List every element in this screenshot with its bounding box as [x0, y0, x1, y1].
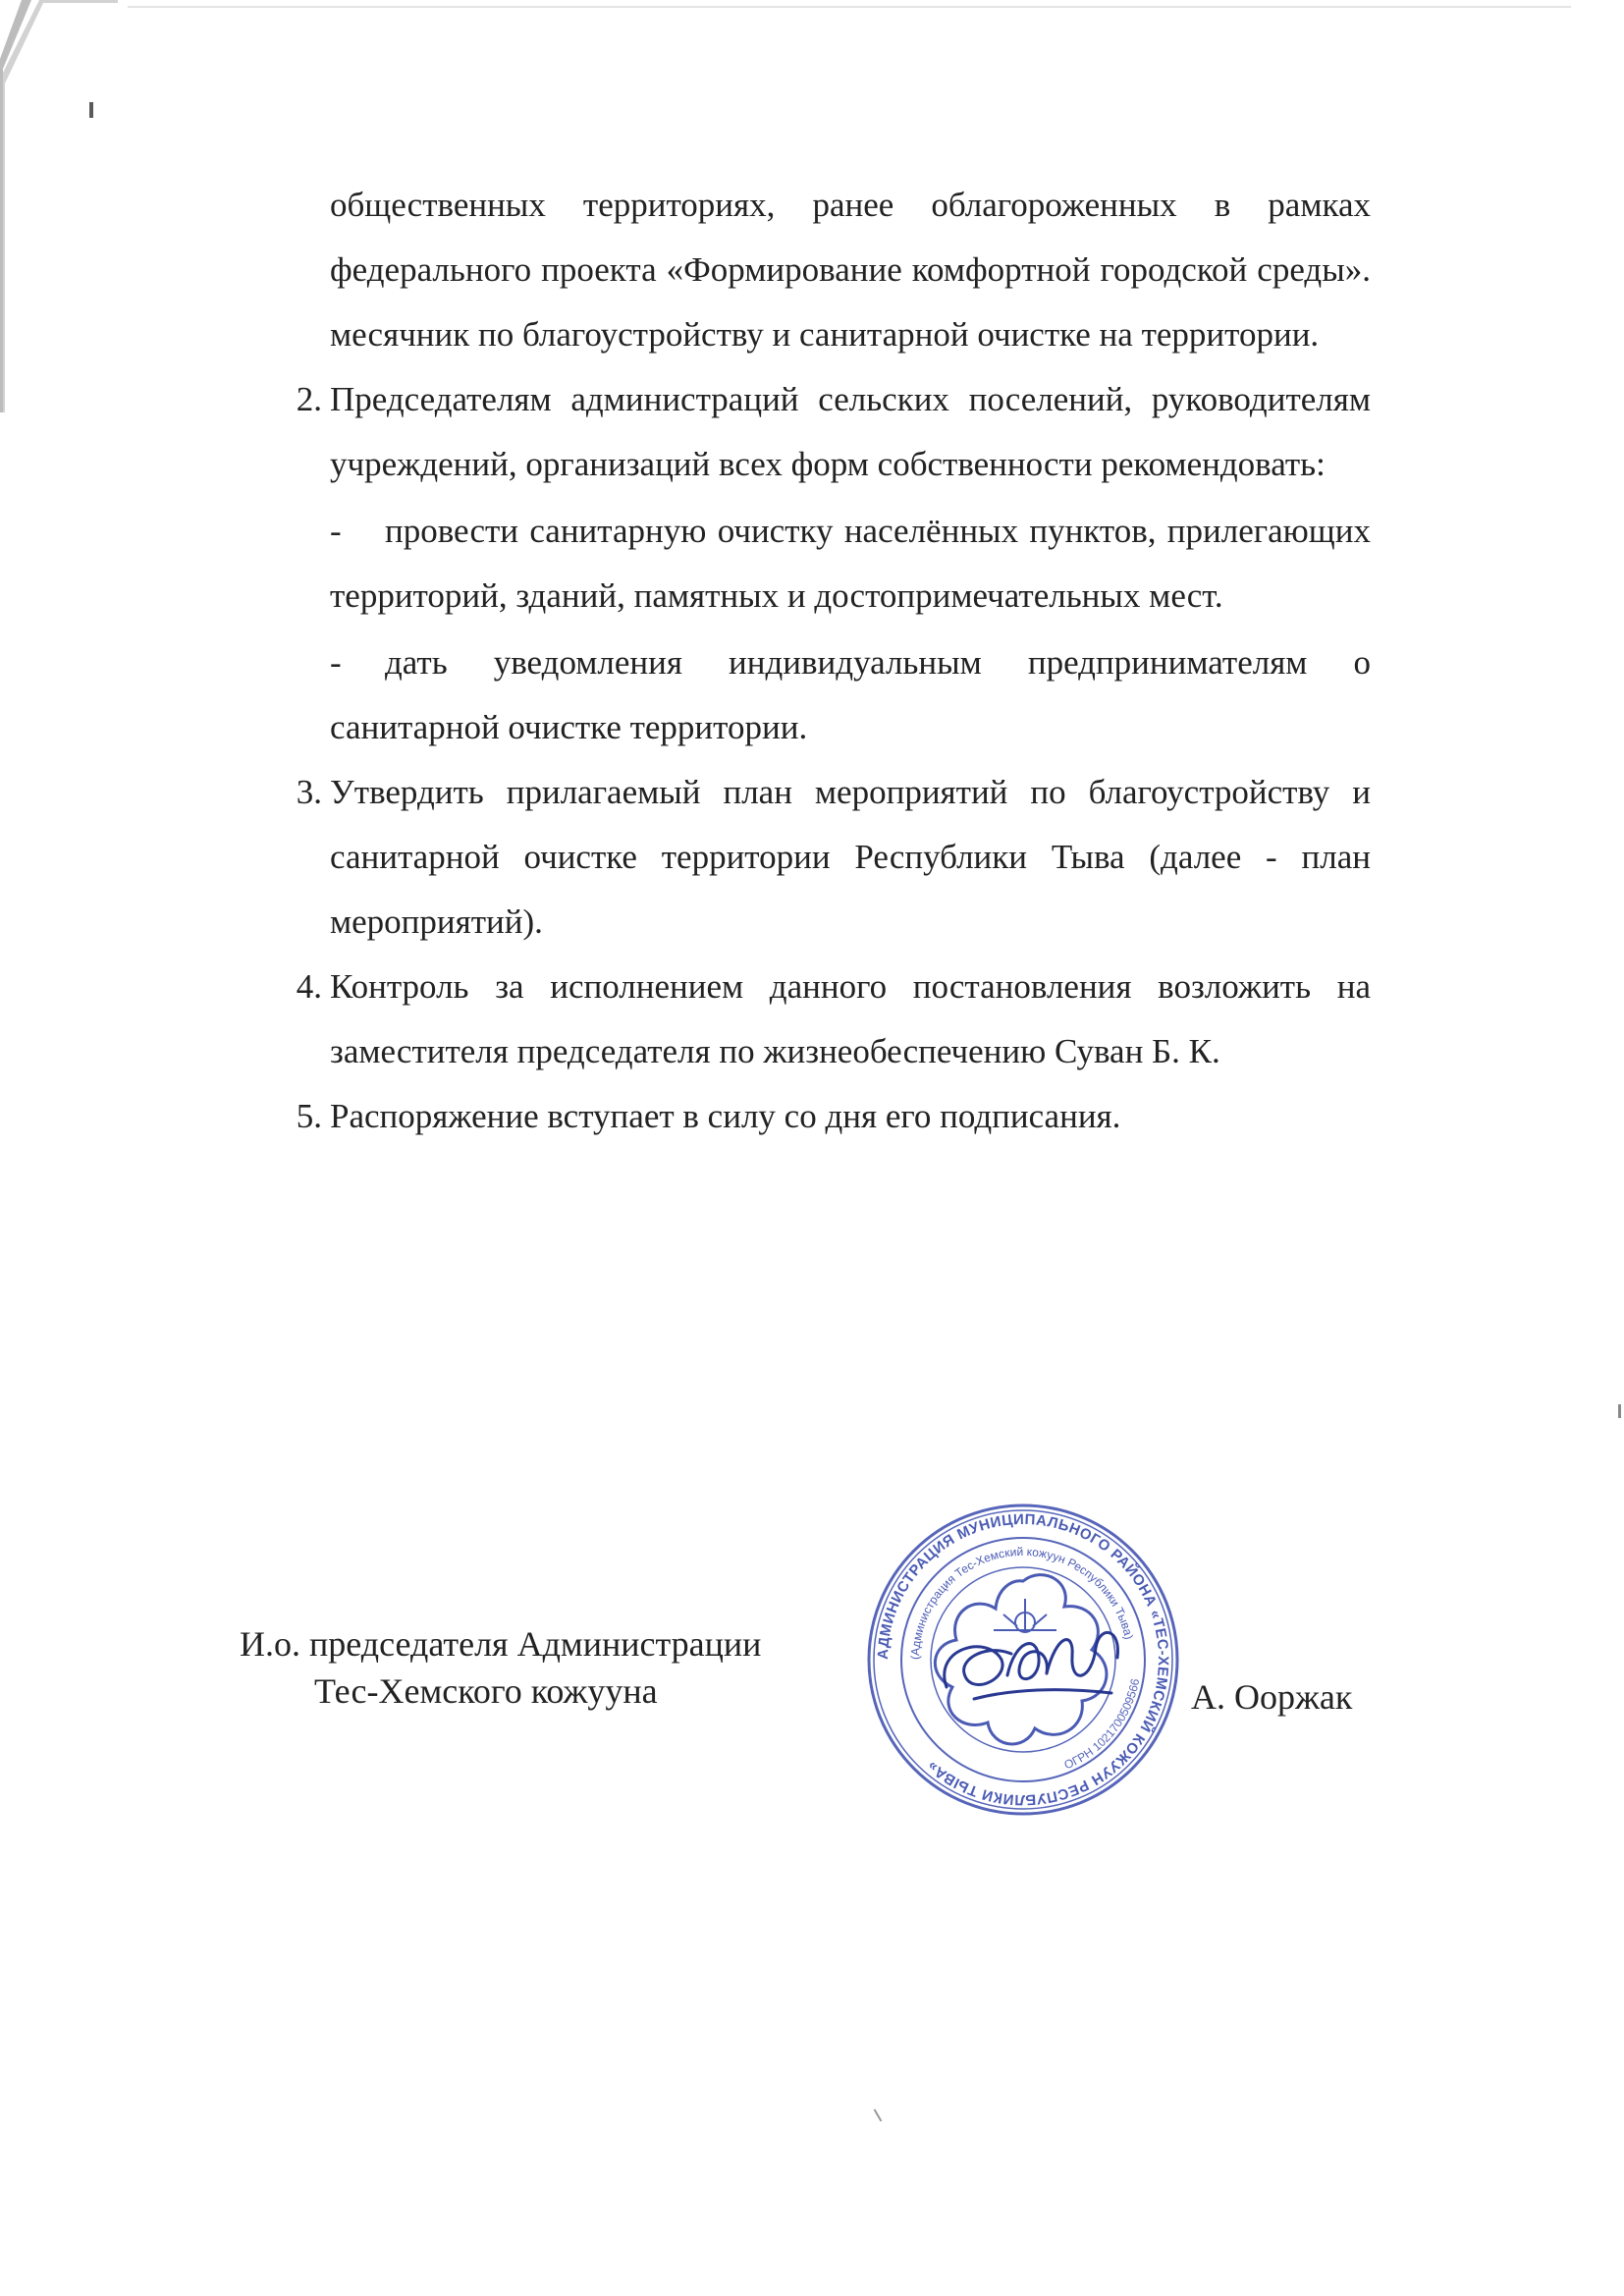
scan-speck	[1618, 1404, 1621, 1418]
seal-ogrn-text: ОГРН 1021700509566	[1061, 1677, 1143, 1773]
sub-item	[330, 630, 1371, 760]
signatory-title-line-1: И.о. председателя Администрации	[240, 1624, 762, 1664]
list-item-number: 2.	[296, 380, 322, 418]
list-item	[296, 760, 1371, 955]
sub-item-dash: -	[330, 512, 342, 550]
continuation-paragraph: общественных территориях, ранее облагороженных в рамках федерального проекта «Формирование комфортной городской среды». месячник по благоустройству и санитарной очистке на территории.	[330, 186, 1371, 354]
signatory-title-line-2: Тес-Хемского кожууна	[314, 1671, 658, 1711]
scan-top-edge	[128, 6, 1571, 8]
list-item-text: Распоряжение вступает в силу со дня его подписания.	[330, 1097, 1121, 1135]
sub-item	[330, 499, 1371, 629]
sub-item-dash: -	[330, 643, 342, 682]
list-item	[296, 955, 1371, 1084]
signatory-position	[240, 1620, 761, 1715]
sub-item-text: провести санитарную очистку населённых пунктов, прилегающих территорий, зданий, памятных и достопримечательных мест.	[330, 512, 1371, 615]
list-item	[296, 367, 1371, 760]
seal-inner-text: (Администрация Тес-Хемский кожуун Республики Тыва)	[907, 1544, 1136, 1661]
list-item-text: Председателям администраций сельских поселений, руководителям учреждений, организаций всех форм собственности рекомендовать:	[330, 380, 1371, 483]
sub-item-text: дать уведомления индивидуальным предпринимателям о санитарной очистке территории.	[330, 643, 1371, 746]
official-seal	[864, 1501, 1182, 1819]
list-item-number: 3.	[296, 773, 322, 811]
list-item-text: Контроль за исполнением данного постановления возложить на заместителя председателя по жизнеобеспечению Суван Б. К.	[330, 967, 1371, 1070]
signatory-name: А. Ооржак	[1191, 1677, 1353, 1717]
list-item-text: Утвердить прилагаемый план мероприятий по благоустройству и санитарной очистке территории Республики Тыва (далее - план мероприятий).	[330, 773, 1371, 941]
scan-speck	[874, 2108, 883, 2121]
list-item-number: 5.	[296, 1097, 322, 1135]
scan-left-edge-shadow	[0, 0, 118, 412]
list-item	[296, 1084, 1371, 1149]
document-body	[296, 173, 1371, 1149]
signature-scribble	[945, 1632, 1118, 1699]
seal-outer-text: АДМИНИСТРАЦИЯ МУНИЦИПАЛЬНОГО РАЙОНА «ТЕС-ХЕМСКИЙ КОЖУУН РЕСПУБЛИКИ ТЫВА»	[874, 1510, 1172, 1809]
list-item-number: 4.	[296, 967, 322, 1006]
